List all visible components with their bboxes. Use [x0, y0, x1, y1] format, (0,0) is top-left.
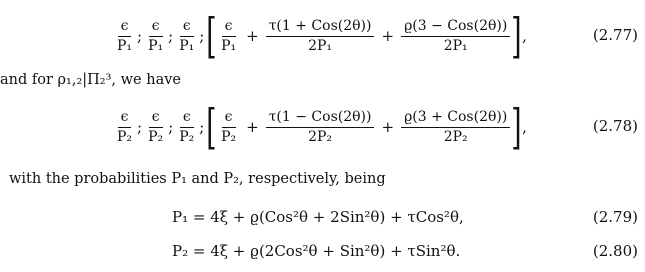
left-bracket: [ — [206, 8, 217, 64]
fraction-denominator: 2P₂ — [443, 128, 468, 145]
fraction — [218, 109, 239, 146]
fraction — [176, 18, 197, 55]
plus-operator: + — [246, 27, 259, 45]
equation-number: (2.79) — [592, 208, 638, 226]
fraction-denominator: P₁ — [148, 37, 164, 54]
body-text: and for ρ₁,₂|Π₂³, we have — [0, 72, 182, 88]
fraction-denominator: P₁ — [117, 37, 133, 54]
fraction-numerator: ϵ — [222, 18, 236, 37]
separator: ; — [168, 118, 174, 136]
fraction-denominator: P₁ — [179, 37, 195, 54]
equation-text: P₁ = 4ξ + ϱ(Cos²θ + 2Sin²θ) + τCos²θ, — [172, 208, 464, 226]
right-bracket: ] — [511, 99, 522, 155]
fraction — [266, 109, 375, 146]
equation-2-78-body — [113, 97, 527, 157]
body-text: with the probabilities P₁ and P₂, respectively, being — [9, 171, 386, 187]
equation-text: P₂ = 4ξ + ϱ(2Cos²θ + Sin²θ) + τSin²θ. — [172, 242, 461, 260]
left-bracket: [ — [206, 99, 217, 155]
equation-number: (2.77) — [592, 26, 638, 44]
fraction — [266, 18, 375, 55]
fraction-numerator: ϵ — [222, 109, 236, 128]
fraction-numerator: ϵ — [149, 109, 163, 128]
right-bracket: ] — [511, 8, 522, 64]
fraction-denominator: 2P₁ — [443, 37, 468, 54]
separator: ; — [199, 27, 205, 45]
fraction — [114, 18, 135, 55]
equation-2-77 — [0, 6, 645, 66]
separator: ; — [199, 118, 205, 136]
fraction — [145, 109, 166, 146]
fraction — [145, 18, 166, 55]
fraction-numerator: ϵ — [118, 18, 132, 37]
plus-operator: + — [381, 27, 395, 45]
equation-2-80 — [0, 242, 645, 266]
equation-2-77-body — [113, 6, 527, 66]
fraction-numerator: ϱ(3 − Cos(2θ)) — [401, 18, 510, 37]
fraction-numerator: ϱ(3 + Cos(2θ)) — [401, 109, 510, 128]
fraction-denominator: P₂ — [221, 128, 237, 145]
trailing-comma: , — [522, 27, 527, 45]
fraction — [176, 109, 197, 146]
fraction-numerator: τ(1 − Cos(2θ)) — [266, 109, 375, 128]
fraction — [114, 109, 135, 146]
equation-number: (2.78) — [592, 117, 638, 135]
fraction — [401, 18, 510, 55]
plus-operator: + — [246, 118, 259, 136]
equation-2-78 — [0, 97, 645, 157]
trailing-comma: , — [522, 118, 527, 136]
fraction-numerator: ϵ — [180, 18, 194, 37]
plus-operator: + — [381, 118, 395, 136]
fraction-denominator: P₂ — [117, 128, 133, 145]
fraction — [401, 109, 510, 146]
equation-2-79 — [0, 208, 645, 232]
fraction-denominator: P₂ — [148, 128, 164, 145]
fraction-numerator: ϵ — [118, 109, 132, 128]
equation-number: (2.80) — [592, 242, 638, 260]
separator: ; — [168, 27, 174, 45]
fraction-numerator: τ(1 + Cos(2θ)) — [266, 18, 375, 37]
fraction-numerator: ϵ — [149, 18, 163, 37]
separator: ; — [137, 118, 143, 136]
separator: ; — [137, 27, 143, 45]
fraction-denominator: 2P₁ — [308, 37, 333, 54]
fraction-denominator: P₁ — [221, 37, 237, 54]
fraction-numerator: ϵ — [180, 109, 194, 128]
fraction — [218, 18, 239, 55]
fraction-denominator: 2P₂ — [308, 128, 333, 145]
fraction-denominator: P₂ — [179, 128, 195, 145]
